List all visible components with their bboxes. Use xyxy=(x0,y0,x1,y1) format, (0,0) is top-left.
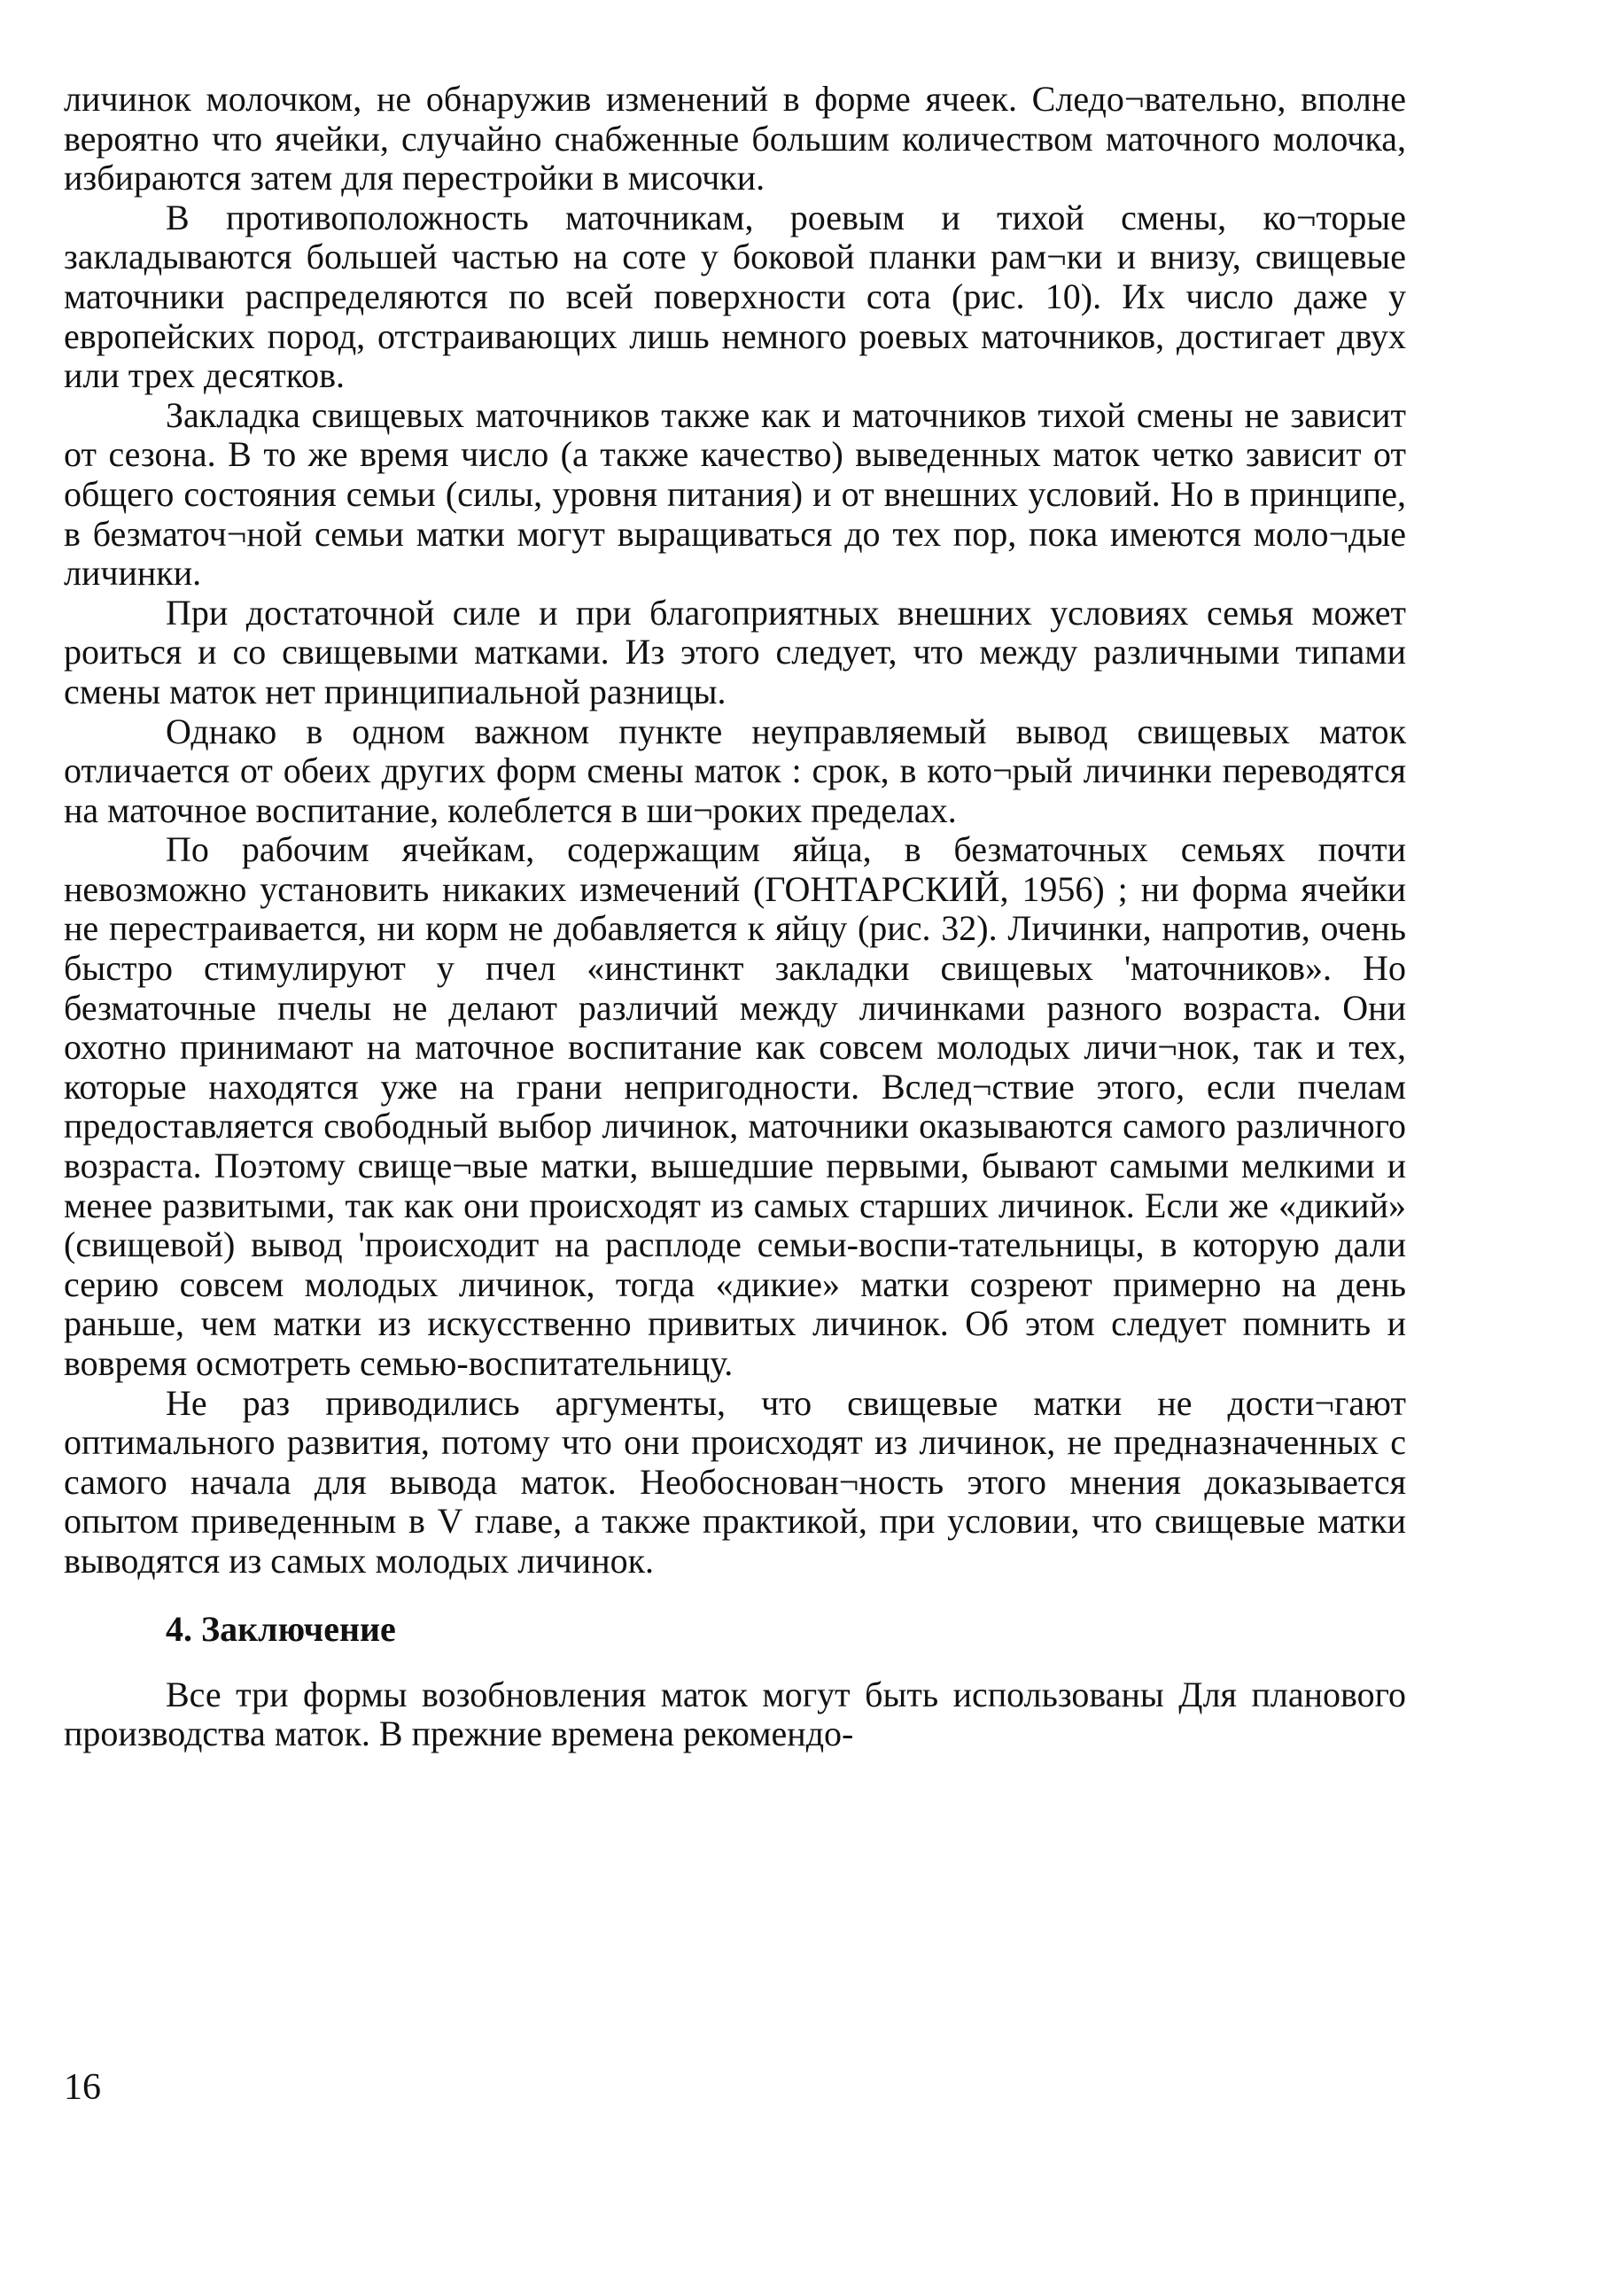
paragraph: При достаточной силе и при благоприятных внешних условиях семья может роиться и со свищевыми матками. Из этого следует, что между различными типами смены маток нет принципиальной разницы. xyxy=(64,592,1406,711)
paragraph: Закладка свищевых маточников также как и маточников тихой смены не зависит от сезона. В то же время число (а также качество) выведенных маток четко зависит от общего состояния семьи (силы, уровня питания) и от внешних условий. Но в принципе, в безматоч¬ной семьи матки могут выращиваться до тех пор, пока имеются моло¬дые личинки. xyxy=(64,394,1406,594)
paragraph: Не раз приводились аргументы, что свищевые матки не дости¬гают оптимального развития, потому что они происходят из личинок, не предназначенных с самого начала для вывода маток. Необоснован¬ность этого мнения доказывается опытом приведенным в V главе, а также практикой, при условии, что свищевые матки выводятся из самых молодых личинок. xyxy=(64,1382,1406,1581)
paragraph: В противоположность маточникам, роевым и тихой смены, ко¬торые закладываются большей частью на соте у боковой планки рам¬ки и внизу, свищевые маточники распределяются по всей поверхности сота (рис. 10). Их число даже у европейских пород, отстраивающих лишь немного роевых маточников, достигает двух или трех десятков. xyxy=(64,197,1406,396)
paragraph-continuation: личинок молочком, не обнаружив изменений в форме ячеек. Следо¬вательно, вполне вероятно что ячейки, случайно снабженные большим количеством маточного молочка, избираются затем для перестройки в мисочки. xyxy=(64,79,1406,198)
body-text xyxy=(64,80,1406,1754)
section-heading: 4. Заключение xyxy=(166,1608,396,1649)
closing-paragraph: Все три формы возобновления маток могут быть использованы Для планового производства маток. В прежние времена рекомендо- xyxy=(64,1674,1406,1754)
page-number: 16 xyxy=(64,2067,101,2108)
paragraph: Однако в одном важном пункте неуправляемый вывод свищевых маток отличается от обеих других форм смены маток : срок, в кото¬рый личинки переводятся на маточное воспитание, колеблется в ши¬роких пределах. xyxy=(64,711,1406,830)
paragraph: По рабочим ячейкам, содержащим яйца, в безматочных семьях почти невозможно установить никаких измечений (ГОНТАРСКИЙ, 1956) ; ни форма ячейки не перестраивается, ни корм не добавляется к яйцу (рис. 32). Личинки, напротив, очень быстро стимулируют у пчел «инстинкт закладки свищевых 'маточников». Но безматочные пчелы не делают различий между личинками разного возраста. Они охотно принимают на маточное воспитание как совсем молодых личи¬нок, так и тех, которые находятся уже на грани непригодности. Вслед¬ствие этого, если пчелам предоставляется свободный выбор личинок, маточники оказываются самого различного возраста. Поэтому свище¬вые матки, вышедшие первыми, бывают самыми мелкими и менее развитыми, так как они происходят из самых старших личинок. Если же «дикий» (свищевой) вывод 'происходит на расплоде семьи-воспи-тательницы, в которую дали серию совсем молодых личинок, тогда «дикие» матки созреют примерно на день раньше, чем матки из искусственно привитых личинок. Об этом следует помнить и вовремя осмотреть семью-воспитательницу. xyxy=(64,829,1406,1383)
